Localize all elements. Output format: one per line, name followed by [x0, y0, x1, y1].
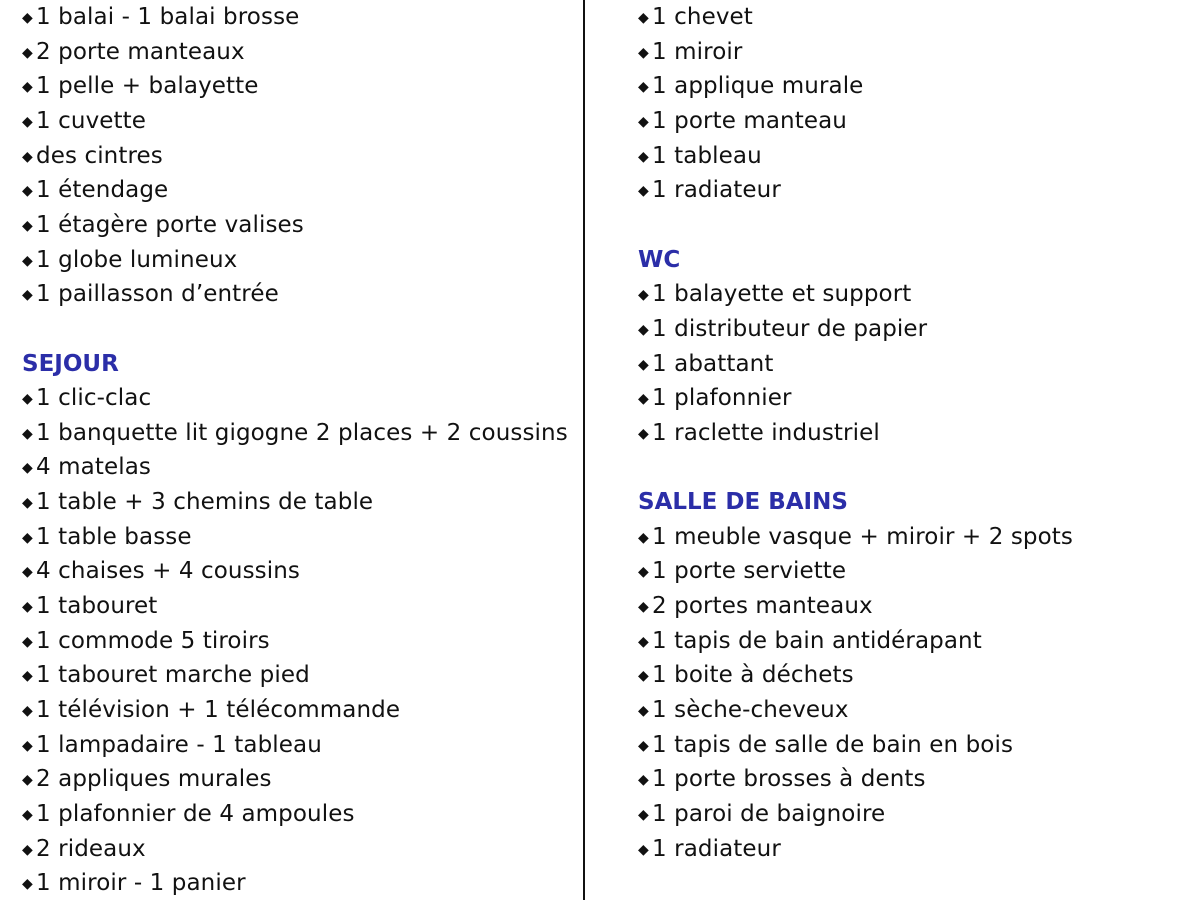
- list-item: [638, 762, 926, 796]
- diamond-bullet-icon: ◆: [22, 737, 33, 754]
- list-item: [638, 832, 781, 866]
- list-item-text: 1 applique murale: [652, 73, 864, 100]
- list-item: [638, 797, 885, 831]
- list-item: [22, 0, 299, 34]
- list-item-text: 1 distributeur de papier: [652, 315, 928, 342]
- list-item-text: 1 porte brosses à dents: [652, 766, 926, 793]
- section-heading-salle-de-bains: SALLE DE BAINS: [638, 489, 848, 516]
- list-item-text: 1 paroi de baignoire: [652, 800, 886, 827]
- diamond-bullet-icon: ◆: [22, 876, 33, 893]
- diamond-bullet-icon: ◆: [638, 391, 649, 408]
- list-item: [638, 104, 847, 138]
- list-item: [638, 0, 753, 34]
- list-item-text: 1 tapis de bain antidérapant: [652, 627, 982, 654]
- diamond-bullet-icon: ◆: [22, 529, 33, 546]
- diamond-bullet-icon: ◆: [22, 772, 33, 789]
- list-item: [22, 104, 146, 138]
- list-item-text: 1 table basse: [36, 523, 192, 550]
- list-item-text: 1 meuble vasque + miroir + 2 spots: [652, 523, 1073, 550]
- list-item: [22, 277, 279, 311]
- list-item-text: 1 télévision + 1 télécommande: [36, 697, 401, 723]
- list-item: [22, 450, 151, 484]
- list-item: [638, 658, 854, 692]
- diamond-bullet-icon: ◆: [638, 564, 649, 581]
- list-item: [22, 693, 400, 727]
- diamond-bullet-icon: ◆: [22, 495, 33, 512]
- list-item: [22, 173, 168, 207]
- list-item: [638, 69, 863, 103]
- diamond-bullet-icon: ◆: [638, 806, 649, 823]
- list-item: [638, 139, 762, 173]
- list-item-text: 1 commode 5 tiroirs: [36, 627, 270, 654]
- list-item: [638, 35, 742, 69]
- list-item: [638, 693, 849, 727]
- diamond-bullet-icon: ◆: [22, 10, 33, 26]
- list-item: [22, 485, 373, 519]
- list-item: [22, 520, 192, 554]
- list-item: [638, 416, 880, 450]
- list-item-text: 1 étendage: [36, 177, 169, 204]
- diamond-bullet-icon: ◆: [22, 841, 33, 858]
- list-item-text: 2 rideaux: [36, 835, 146, 862]
- diamond-bullet-icon: ◆: [22, 391, 33, 408]
- list-item-text: 1 balai - 1 balai brosse: [36, 4, 300, 30]
- list-item: [22, 658, 310, 692]
- diamond-bullet-icon: ◆: [638, 10, 649, 26]
- diamond-bullet-icon: ◆: [22, 460, 33, 477]
- list-item-text: 1 globe lumineux: [36, 246, 238, 273]
- list-item-text: 1 étagère porte valises: [36, 211, 304, 238]
- column-divider: [583, 0, 585, 900]
- list-item: [22, 728, 322, 762]
- list-item: [22, 381, 151, 415]
- list-item-text: 1 table + 3 chemins de table: [36, 489, 374, 516]
- list-item-text: 1 radiateur: [652, 835, 781, 862]
- diamond-bullet-icon: ◆: [638, 287, 649, 304]
- diamond-bullet-icon: ◆: [22, 148, 33, 165]
- diamond-bullet-icon: ◆: [638, 841, 649, 858]
- list-item: [638, 589, 873, 623]
- diamond-bullet-icon: ◆: [638, 425, 649, 442]
- list-item-text: 1 abattant: [652, 350, 774, 377]
- diamond-bullet-icon: ◆: [22, 79, 33, 96]
- list-item-text: 1 sèche-cheveux: [652, 697, 849, 723]
- diamond-bullet-icon: ◆: [638, 113, 649, 130]
- list-item-text: 1 tabouret: [36, 593, 158, 620]
- list-item-text: 1 tableau: [652, 142, 762, 169]
- list-item-text: 1 porte manteau: [652, 107, 847, 134]
- list-item: [22, 762, 272, 796]
- diamond-bullet-icon: ◆: [638, 772, 649, 789]
- diamond-bullet-icon: ◆: [22, 806, 33, 823]
- section-heading-wc: WC: [638, 246, 681, 273]
- list-item: [22, 243, 237, 277]
- diamond-bullet-icon: ◆: [22, 668, 33, 685]
- diamond-bullet-icon: ◆: [638, 321, 649, 338]
- list-item: [638, 624, 982, 658]
- diamond-bullet-icon: ◆: [22, 564, 33, 581]
- diamond-bullet-icon: ◆: [22, 633, 33, 650]
- list-item-text: des cintres: [36, 142, 163, 169]
- diamond-bullet-icon: ◆: [22, 599, 33, 616]
- list-item: [22, 416, 568, 450]
- list-item: [638, 554, 846, 588]
- diamond-bullet-icon: ◆: [638, 148, 649, 165]
- diamond-bullet-icon: ◆: [638, 529, 649, 546]
- list-item-text: 1 lampadaire - 1 tableau: [36, 731, 322, 758]
- list-item-text: 1 plafonnier de 4 ampoules: [36, 800, 355, 827]
- section-heading-sejour: SEJOUR: [22, 350, 119, 377]
- list-item: [638, 728, 1013, 762]
- list-item: [638, 520, 1073, 554]
- diamond-bullet-icon: ◆: [638, 599, 649, 616]
- diamond-bullet-icon: ◆: [638, 703, 649, 719]
- list-item-text: 4 chaises + 4 coussins: [36, 558, 301, 585]
- diamond-bullet-icon: ◆: [22, 252, 33, 269]
- diamond-bullet-icon: ◆: [638, 79, 649, 96]
- list-item-text: 1 paillasson d’entrée: [36, 281, 279, 308]
- list-item-text: 2 portes manteaux: [652, 593, 873, 620]
- list-item: [22, 589, 157, 623]
- list-item: [22, 797, 355, 831]
- list-item-text: 1 tabouret marche pied: [36, 662, 310, 689]
- list-item-text: 1 pelle + balayette: [36, 73, 259, 100]
- diamond-bullet-icon: ◆: [638, 183, 649, 200]
- list-item: [638, 312, 927, 346]
- list-item-text: 1 porte serviette: [652, 558, 847, 585]
- list-item-text: 1 chevet: [652, 4, 753, 30]
- list-item-text: 1 clic-clac: [36, 385, 152, 412]
- list-item: [22, 866, 246, 900]
- diamond-bullet-icon: ◆: [22, 44, 33, 61]
- list-item: [638, 381, 792, 415]
- list-item-text: 1 boite à déchets: [652, 662, 854, 689]
- diamond-bullet-icon: ◆: [638, 44, 649, 61]
- diamond-bullet-icon: ◆: [22, 425, 33, 442]
- list-item: [638, 347, 773, 381]
- list-item: [22, 69, 259, 103]
- list-item: [22, 832, 146, 866]
- list-item-text: 1 miroir - 1 panier: [36, 870, 246, 897]
- list-item: [22, 208, 304, 242]
- diamond-bullet-icon: ◆: [22, 113, 33, 130]
- diamond-bullet-icon: ◆: [22, 287, 33, 304]
- list-item-text: 2 porte manteaux: [36, 38, 245, 65]
- list-item: [22, 139, 163, 173]
- list-item: [22, 554, 300, 588]
- list-item-text: 4 matelas: [36, 454, 151, 481]
- list-item-text: 1 tapis de salle de bain en bois: [652, 731, 1014, 758]
- diamond-bullet-icon: ◆: [22, 183, 33, 200]
- list-item-text: 2 appliques murales: [36, 766, 272, 793]
- list-item-text: 1 balayette et support: [652, 281, 912, 308]
- list-item-text: 1 miroir: [652, 38, 743, 65]
- list-item: [638, 277, 911, 311]
- diamond-bullet-icon: ◆: [22, 217, 33, 234]
- diamond-bullet-icon: ◆: [22, 703, 33, 719]
- list-item: [22, 35, 245, 69]
- diamond-bullet-icon: ◆: [638, 668, 649, 685]
- list-item-text: 1 banquette lit gigogne 2 places + 2 coussins: [36, 419, 568, 446]
- list-item-text: 1 plafonnier: [652, 385, 792, 412]
- list-item-text: 1 raclette industriel: [652, 419, 880, 446]
- diamond-bullet-icon: ◆: [638, 356, 649, 373]
- diamond-bullet-icon: ◆: [638, 633, 649, 650]
- list-item-text: 1 cuvette: [36, 107, 147, 134]
- diamond-bullet-icon: ◆: [638, 737, 649, 754]
- list-item: [638, 173, 781, 207]
- list-item-text: 1 radiateur: [652, 177, 781, 204]
- list-item: [22, 624, 270, 658]
